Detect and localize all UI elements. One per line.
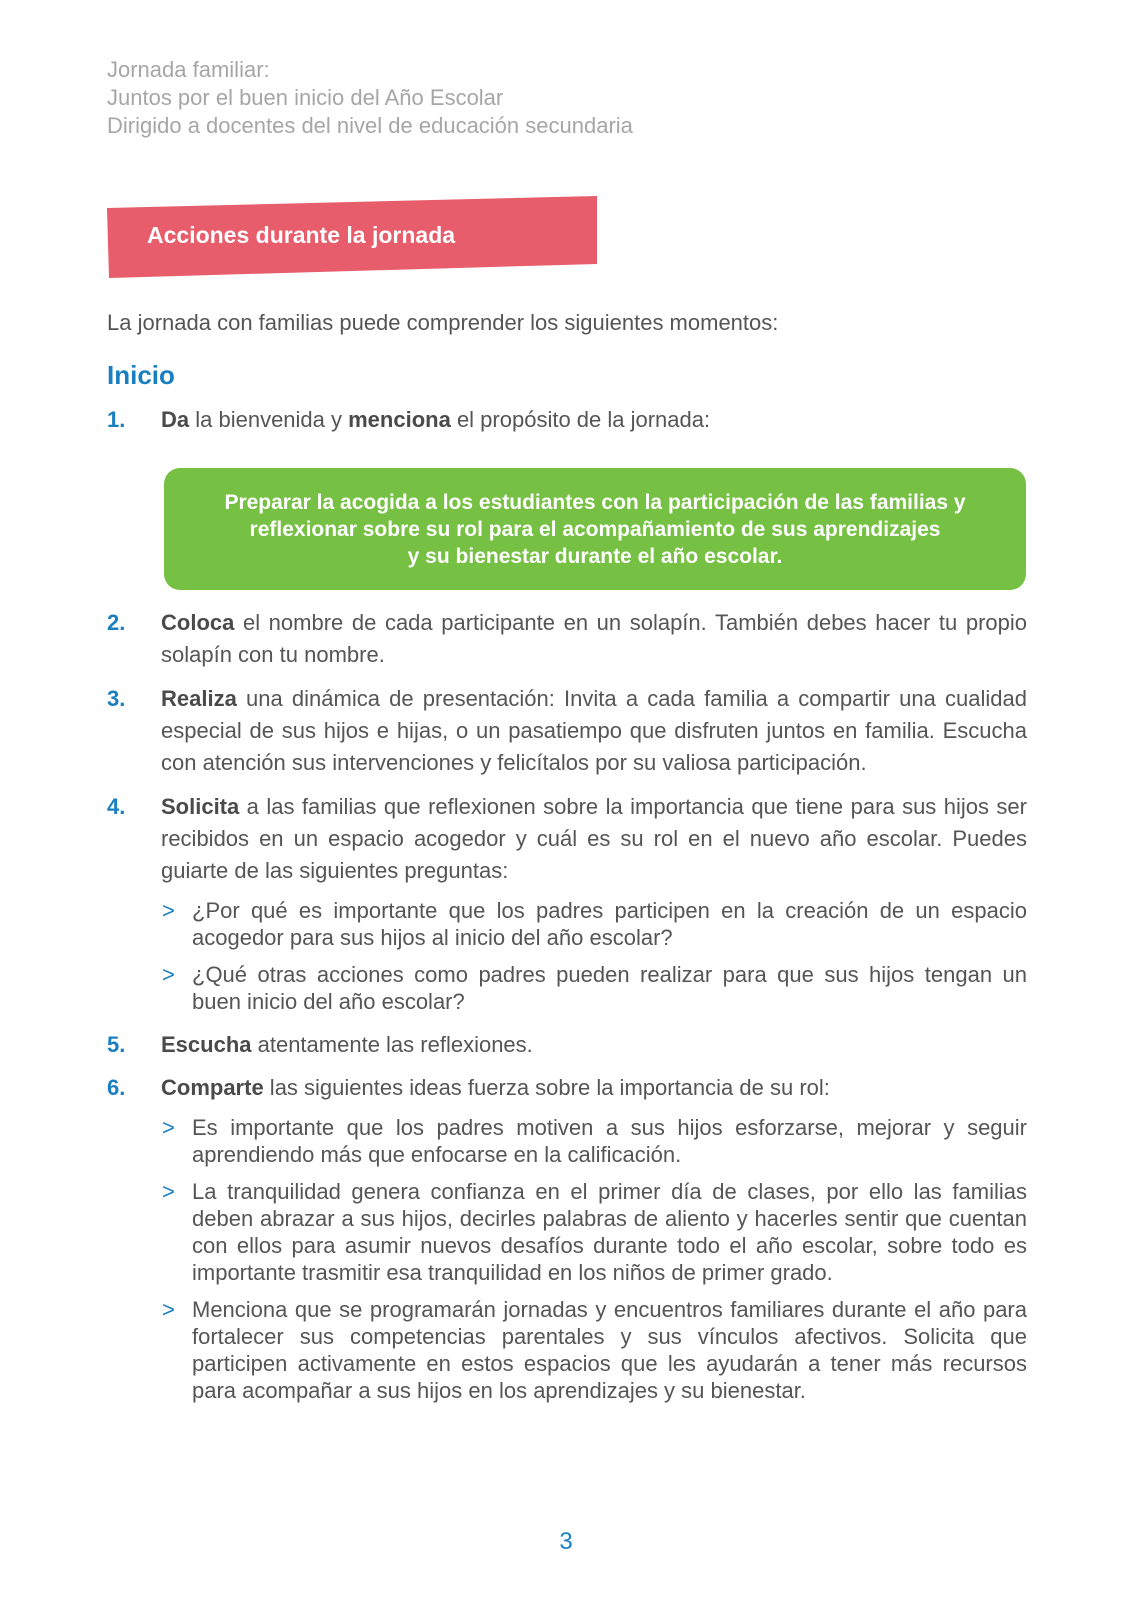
header-line-3: Dirigido a docentes del nivel de educación secundaria <box>107 113 633 138</box>
item-number: 5. <box>107 1032 126 1057</box>
list-item-5 <box>107 1029 1027 1061</box>
item-number: 2. <box>107 610 126 635</box>
item-text-2: el propósito de la jornada: <box>450 407 711 432</box>
sub-item <box>162 1178 1027 1286</box>
item-text: una dinámica de presentación: Invita a cada familia a compartir una cualidad especial de sus hijos e hijas, o un pasatiempo que disfruten juntos en familia. Escucha con atención sus intervenciones y felicítalos por su valiosa participación. <box>161 686 1027 775</box>
item-text: a las familias que reflexionen sobre la importancia que tiene para sus hijos ser recibidos en un espacio acogedor y cuál es su rol en el nuevo año escolar. Puedes guiarte de las siguientes preguntas: <box>161 794 1027 883</box>
item-verb: Realiza <box>161 686 237 711</box>
intro-text: La jornada con familias puede comprender los siguientes momentos: <box>107 310 779 335</box>
item-text: las siguientes ideas fuerza sobre la importancia de su rol: <box>263 1075 830 1100</box>
item-number: 1. <box>107 407 126 432</box>
header-line-2: Juntos por el buen inicio del Año Escolar <box>107 85 504 110</box>
document-header <box>107 56 633 140</box>
item-verb: Comparte <box>161 1075 264 1100</box>
list-item-2 <box>107 607 1027 671</box>
item-verb-2: menciona <box>348 407 451 432</box>
item-verb: Solicita <box>161 794 240 819</box>
item-text: atentamente las reflexiones. <box>251 1032 533 1057</box>
sub-item-text: Menciona que se programarán jornadas y encuentros familiares durante el año para fortalecer sus competencias parentales y sus vínculos afectivos. Solicita que participen activamente en estos espacios que les ayudarán a tener más recursos para acompañar a sus hijos en los aprendizajes y su bienestar. <box>192 1297 1027 1403</box>
list-item-4 <box>107 791 1027 1015</box>
header-line-1: Jornada familiar: <box>107 57 270 82</box>
page-number: 3 <box>559 1528 573 1555</box>
item-number: 4. <box>107 794 126 819</box>
purpose-callout <box>164 468 1026 590</box>
item-number: 6. <box>107 1075 126 1100</box>
item-text: el nombre de cada participante en un solapín. También debes hacer tu propio solapín con tu nombre. <box>161 610 1027 667</box>
list-item-6 <box>107 1072 1027 1404</box>
section-title: Inicio <box>107 360 175 390</box>
sub-item <box>162 1114 1027 1168</box>
sub-item-text: Es importante que los padres motiven a sus hijos esforzarse, mejorar y seguir aprendiendo más que enfocarse en la calificación. <box>192 1115 1027 1167</box>
callout-line-1: Preparar la acogida a los estudiantes con la participación de las familias y <box>224 491 966 514</box>
sub-marker: > <box>162 962 175 987</box>
banner-title: Acciones durante la jornada <box>147 222 456 248</box>
item-verb: Da <box>161 407 190 432</box>
callout-line-2: reflexionar sobre su rol para el acompañamiento de sus aprendizajes <box>249 518 941 541</box>
item-verb: Coloca <box>161 610 235 635</box>
item-verb: Escucha <box>161 1032 252 1057</box>
callout-line-3: y su bienestar durante el año escolar. <box>407 545 783 568</box>
sub-marker: > <box>162 1179 175 1204</box>
sub-item <box>162 1296 1027 1404</box>
sub-marker: > <box>162 1115 175 1140</box>
list-item-1 <box>107 404 1027 436</box>
list-item-3 <box>107 683 1027 779</box>
section-banner <box>107 196 597 280</box>
sub-item-text: ¿Qué otras acciones como padres pueden realizar para que sus hijos tengan un buen inicio del año escolar? <box>192 962 1027 1014</box>
sub-item <box>162 897 1027 951</box>
sub-item-text: ¿Por qué es importante que los padres participen en la creación de un espacio acogedor para sus hijos al inicio del año escolar? <box>192 898 1027 950</box>
sub-item <box>162 961 1027 1015</box>
item-text: la bienvenida y <box>189 407 349 432</box>
sub-marker: > <box>162 1297 175 1322</box>
item-number: 3. <box>107 686 126 711</box>
sub-item-text: La tranquilidad genera confianza en el primer día de clases, por ello las familias deben abrazar a sus hijos, decirles palabras de aliento y hacerles sentir que cuentan con ellos para asumir nuevos desafíos durante todo el año escolar, sobre todo es importante trasmitir esa tranquilidad en los niños de primer grado. <box>192 1179 1027 1285</box>
sub-marker: > <box>162 898 175 923</box>
